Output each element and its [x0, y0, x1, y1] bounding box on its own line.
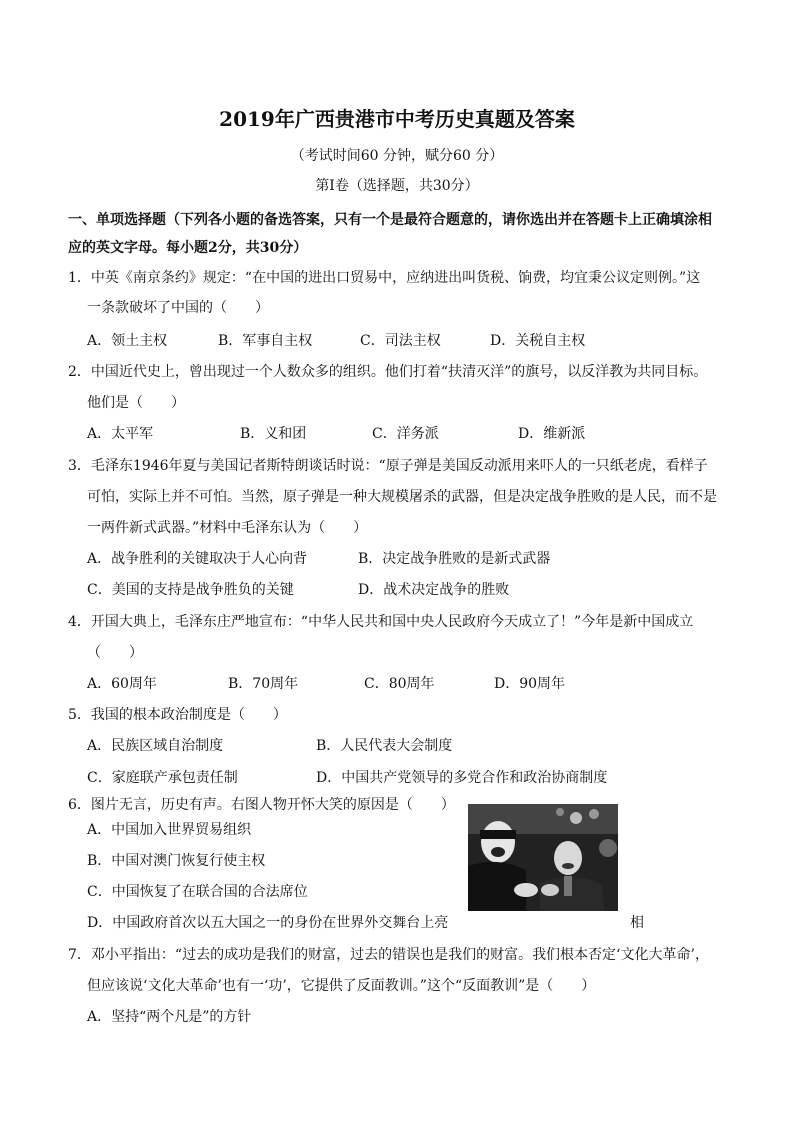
- photo-illustration: [468, 804, 618, 911]
- question-7-stem-line1: 7．邓小平指出：“过去的成功是我们的财富，过去的错误也是我们的财富。我们根本否定‘文化大革命’，: [68, 947, 709, 963]
- question-7-option-a: A．坚持“两个凡是”的方针: [87, 1009, 252, 1025]
- question-3-stem-line1: 3．毛泽东1946年夏与美国记者斯特朗谈话时说：“原子弹是美国反动派用来吓人的一只纸老虎，看样子: [68, 458, 708, 474]
- question-1-stem-line2: 一条款破坏了中国的（ ）: [87, 300, 269, 316]
- question-3-option-b: B．决定战争胜败的是新式武器: [358, 551, 551, 567]
- question-5-option-d: D．中国共产党领导的多党合作和政治协商制度: [316, 770, 608, 786]
- question-5-option-c: C．家庭联产承包责任制: [87, 770, 238, 786]
- document-title: 2019年广西贵港市中考历史真题及答案: [219, 107, 575, 131]
- question-4-option-d: D．90周年: [494, 676, 566, 692]
- question-2-option-a: A．太平军: [87, 426, 154, 442]
- question-3-stem-line2: 可怕，实际上并不可怕。当然，原子弹是一种大规模屠杀的武器，但是决定战争胜败的是人民，而不是: [87, 489, 717, 505]
- question-2-option-d: D．维新派: [518, 426, 586, 442]
- question-6-option-b: B．中国对澳门恢复行使主权: [87, 853, 266, 869]
- question-4-option-a: A．60周年: [87, 676, 157, 692]
- question-1-option-b: B．军事自主权: [218, 333, 313, 349]
- question-7-stem-line2: 但应该说‘文化大革命’也有一‘功’，它提供了反面教训。”这个“反面教训”是（ ）: [87, 978, 596, 994]
- question-6-stem-line1: 6．图片无言，历史有声。右图人物开怀大笑的原因是（ ）: [68, 797, 455, 813]
- question-4-stem-line2: （ ）: [87, 645, 143, 661]
- question-4-option-b: B．70周年: [228, 676, 299, 692]
- question-3-stem-line3: 一两件新式武器。”材料中毛泽东认为（ ）: [87, 520, 368, 536]
- question-2-option-c: C．洋务派: [372, 426, 439, 442]
- question-3-option-c: C．美国的支持是战争胜负的关键: [87, 582, 294, 598]
- question-3-option-d: D．战术决定战争的胜败: [358, 582, 510, 598]
- question-2-option-b: B．义和团: [240, 426, 307, 442]
- question-4-option-c: C．80周年: [364, 676, 435, 692]
- question-1-option-d: D．关税自主权: [490, 333, 586, 349]
- question-1-option-c: C．司法主权: [360, 333, 441, 349]
- question-6-option-a: A．中国加入世界贸易组织: [87, 822, 252, 838]
- historical-photo: [468, 804, 618, 911]
- question-1-stem-line1: 1．中英《南京条约》规定：“在中国的进出口贸易中，应纳进出叫货税、饷费，均宜秉公议定则例。”这: [68, 270, 701, 286]
- question-1-option-a: A．领土主权: [87, 333, 168, 349]
- question-5-option-a: A．民族区域自治制度: [87, 738, 224, 754]
- section-heading-line2: 应的英文字母。每小题2分，共30分）: [68, 240, 308, 256]
- question-2-stem-line1: 2．中国近代史上，曾出现过一个人数众多的组织。他们打着“扶清灭洋”的旗号，以反洋教为共同目标。: [68, 364, 708, 380]
- question-4-stem-line1: 4．开国大典上，毛泽东庄严地宣布：“中华人民共和国中央人民政府今天成立了！”今年是新中国成立: [68, 614, 694, 630]
- section-heading-line1: 一、单项选择题（下列各小题的备选答案，只有一个是最符合题意的，请你选出并在答题卡上正确填涂相: [68, 212, 712, 228]
- question-3-option-a: A．战争胜利的关键取决于人心向背: [87, 551, 308, 567]
- question-5-option-b: B．人民代表大会制度: [316, 738, 453, 754]
- question-6-option-c: C．中国恢复了在联合国的合法席位: [87, 884, 308, 900]
- exam-info: （考试时间60 分钟，赋分60 分）: [290, 148, 504, 164]
- question-2-stem-line2: 他们是（ ）: [87, 395, 185, 411]
- part-title: 第Ⅰ卷（选择题，共30分）: [315, 178, 479, 194]
- question-6-option-d: D．中国政府首次以五大国之一的身份在世界外交舞台上亮: [87, 915, 449, 931]
- question-6-option-d-tail: 相: [630, 915, 644, 931]
- question-5-stem-line1: 5．我国的根本政治制度是（ ）: [68, 707, 287, 723]
